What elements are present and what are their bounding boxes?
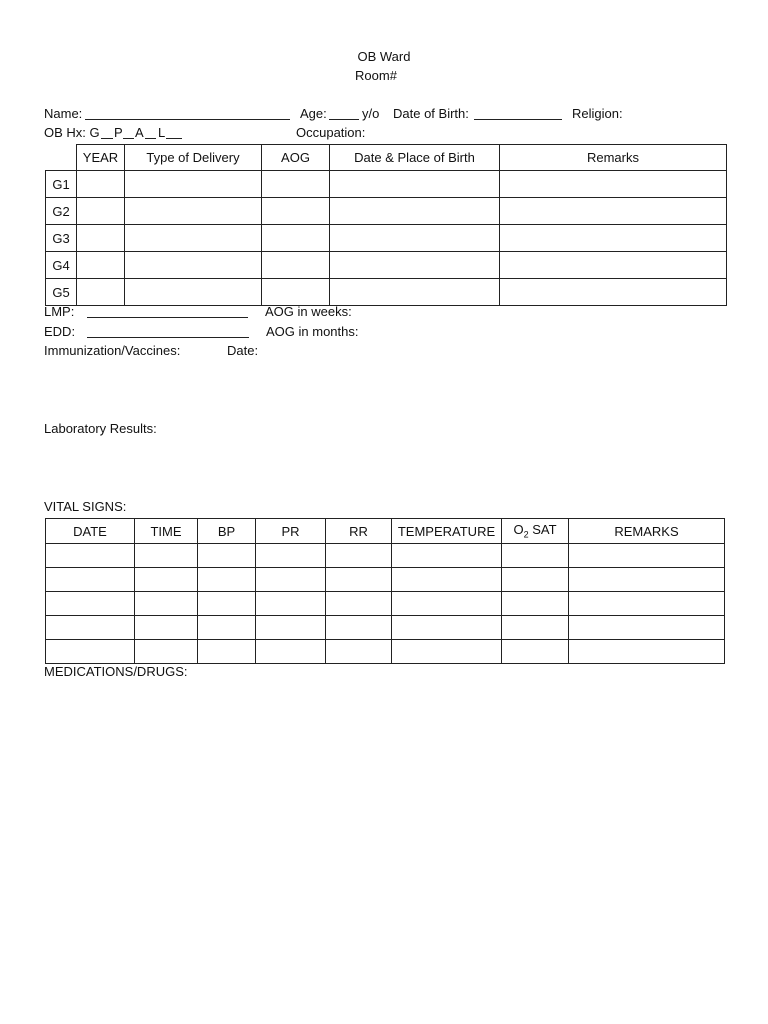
- ob-col-date-place-birth: Date & Place of Birth: [330, 145, 500, 171]
- obhx-l-field[interactable]: [166, 138, 182, 139]
- table-cell[interactable]: [256, 640, 326, 664]
- table-cell[interactable]: [46, 592, 135, 616]
- vs-table-header-row: [46, 519, 725, 544]
- aog-months-label: AOG in months:: [266, 324, 359, 339]
- obhx-a-field[interactable]: [145, 138, 156, 139]
- vs-col-time: TIME: [135, 519, 198, 544]
- table-cell[interactable]: [392, 568, 502, 592]
- vital-signs-label: VITAL SIGNS:: [44, 499, 127, 514]
- table-cell[interactable]: [392, 592, 502, 616]
- table-row: [46, 198, 727, 225]
- religion-label: Religion:: [572, 106, 623, 121]
- table-row: [46, 592, 725, 616]
- table-cell[interactable]: [569, 616, 725, 640]
- table-cell[interactable]: [135, 592, 198, 616]
- table-cell[interactable]: [46, 616, 135, 640]
- ob-row-label: G3: [46, 225, 77, 252]
- table-row: [46, 544, 725, 568]
- age-field[interactable]: [329, 119, 359, 120]
- table-cell[interactable]: [135, 544, 198, 568]
- table-cell[interactable]: [135, 640, 198, 664]
- table-cell[interactable]: [330, 279, 500, 306]
- ob-row-label: G4: [46, 252, 77, 279]
- immunization-date-label: Date:: [227, 343, 259, 358]
- ob-row-label: G1: [46, 171, 77, 198]
- table-cell[interactable]: [262, 252, 330, 279]
- immunization-label: Immunization/Vaccines:: [44, 343, 181, 358]
- table-cell[interactable]: [256, 592, 326, 616]
- obhx-g-label: OB Hx: G: [44, 125, 100, 140]
- table-cell[interactable]: [46, 568, 135, 592]
- dob-field[interactable]: [474, 119, 562, 120]
- vs-col-temperature: TEMPERATURE: [392, 519, 502, 544]
- o2-subscript: 2: [523, 529, 529, 540]
- table-cell[interactable]: [125, 171, 262, 198]
- table-cell[interactable]: [330, 198, 500, 225]
- vs-col-bp: BP: [198, 519, 256, 544]
- table-cell[interactable]: [198, 568, 256, 592]
- table-cell[interactable]: [569, 568, 725, 592]
- table-cell[interactable]: [569, 640, 725, 664]
- table-cell[interactable]: [326, 616, 392, 640]
- table-cell[interactable]: [135, 568, 198, 592]
- vs-col-date: DATE: [46, 519, 135, 544]
- ward-title: OB Ward: [357, 49, 411, 64]
- age-label: Age:: [300, 106, 327, 121]
- table-cell[interactable]: [500, 279, 727, 306]
- table-cell[interactable]: [198, 592, 256, 616]
- table-cell[interactable]: [500, 252, 727, 279]
- table-cell[interactable]: [77, 171, 125, 198]
- table-cell[interactable]: [198, 544, 256, 568]
- table-row: [46, 252, 727, 279]
- ob-col-aog: AOG: [262, 145, 330, 171]
- table-row: [46, 568, 725, 592]
- table-cell[interactable]: [256, 616, 326, 640]
- table-cell[interactable]: [392, 616, 502, 640]
- table-cell[interactable]: [135, 616, 198, 640]
- table-cell[interactable]: [502, 616, 569, 640]
- aog-weeks-label: AOG in weeks:: [265, 304, 352, 319]
- table-cell[interactable]: [326, 640, 392, 664]
- age-unit: y/o: [362, 106, 380, 121]
- obhx-l-label: L: [158, 125, 166, 140]
- ob-table-corner: [46, 145, 77, 171]
- table-cell[interactable]: [125, 279, 262, 306]
- obhx-a-label: A: [135, 125, 144, 140]
- table-cell[interactable]: [77, 198, 125, 225]
- table-cell[interactable]: [125, 198, 262, 225]
- vital-signs-table: [45, 518, 725, 664]
- table-cell[interactable]: [330, 171, 500, 198]
- obhx-g-field[interactable]: [101, 138, 113, 139]
- table-cell[interactable]: [500, 198, 727, 225]
- table-cell[interactable]: [392, 544, 502, 568]
- lmp-field[interactable]: [87, 317, 248, 318]
- table-cell[interactable]: [262, 198, 330, 225]
- table-cell[interactable]: [125, 225, 262, 252]
- obhx-p-field[interactable]: [123, 138, 134, 139]
- table-cell[interactable]: [262, 171, 330, 198]
- table-cell[interactable]: [502, 544, 569, 568]
- o2-sat: SAT: [528, 522, 557, 538]
- table-cell[interactable]: [262, 225, 330, 252]
- ob-history-table: [45, 144, 727, 306]
- ob-row-label: G5: [46, 279, 77, 306]
- ob-table-header-row: [46, 145, 727, 171]
- table-cell[interactable]: [256, 544, 326, 568]
- name-field[interactable]: [85, 119, 290, 120]
- table-cell[interactable]: [77, 225, 125, 252]
- table-cell[interactable]: [502, 592, 569, 616]
- edd-label: EDD:: [44, 324, 76, 339]
- ob-col-type-of-delivery: Type of Delivery: [125, 145, 262, 171]
- lmp-label: LMP:: [44, 304, 75, 319]
- medications-label: MEDICATIONS/DRUGS:: [44, 664, 188, 679]
- table-cell[interactable]: [326, 544, 392, 568]
- table-row: [46, 616, 725, 640]
- name-label: Name:: [44, 106, 83, 121]
- vs-col-rr: RR: [326, 519, 392, 544]
- table-cell[interactable]: [326, 592, 392, 616]
- lab-results-label: Laboratory Results:: [44, 421, 157, 436]
- vs-col-remarks: REMARKS: [569, 519, 725, 544]
- table-row: [46, 225, 727, 252]
- edd-field[interactable]: [87, 337, 249, 338]
- table-cell[interactable]: [46, 640, 135, 664]
- o2-o: O: [513, 522, 524, 538]
- vs-col-o2-sat: [502, 519, 569, 544]
- table-cell[interactable]: [569, 592, 725, 616]
- occupation-label: Occupation:: [296, 125, 366, 140]
- ob-row-label: G2: [46, 198, 77, 225]
- obhx-p-label: P: [114, 125, 123, 140]
- table-row: [46, 171, 727, 198]
- table-cell[interactable]: [256, 568, 326, 592]
- table-row: [46, 279, 727, 306]
- table-cell[interactable]: [198, 640, 256, 664]
- table-cell[interactable]: [330, 252, 500, 279]
- dob-label: Date of Birth:: [393, 106, 469, 121]
- table-cell[interactable]: [46, 544, 135, 568]
- table-cell[interactable]: [392, 640, 502, 664]
- table-cell[interactable]: [502, 640, 569, 664]
- table-cell[interactable]: [500, 225, 727, 252]
- ob-col-year: YEAR: [77, 145, 125, 171]
- room-label: Room#: [355, 68, 397, 83]
- vs-col-pr: PR: [256, 519, 326, 544]
- table-cell[interactable]: [502, 568, 569, 592]
- table-cell[interactable]: [125, 252, 262, 279]
- table-cell[interactable]: [500, 171, 727, 198]
- table-cell[interactable]: [330, 225, 500, 252]
- table-cell[interactable]: [198, 616, 256, 640]
- table-cell[interactable]: [77, 279, 125, 306]
- table-cell[interactable]: [326, 568, 392, 592]
- table-cell[interactable]: [569, 544, 725, 568]
- table-cell[interactable]: [262, 279, 330, 306]
- ob-col-remarks: Remarks: [500, 145, 727, 171]
- table-row: [46, 640, 725, 664]
- table-cell[interactable]: [77, 252, 125, 279]
